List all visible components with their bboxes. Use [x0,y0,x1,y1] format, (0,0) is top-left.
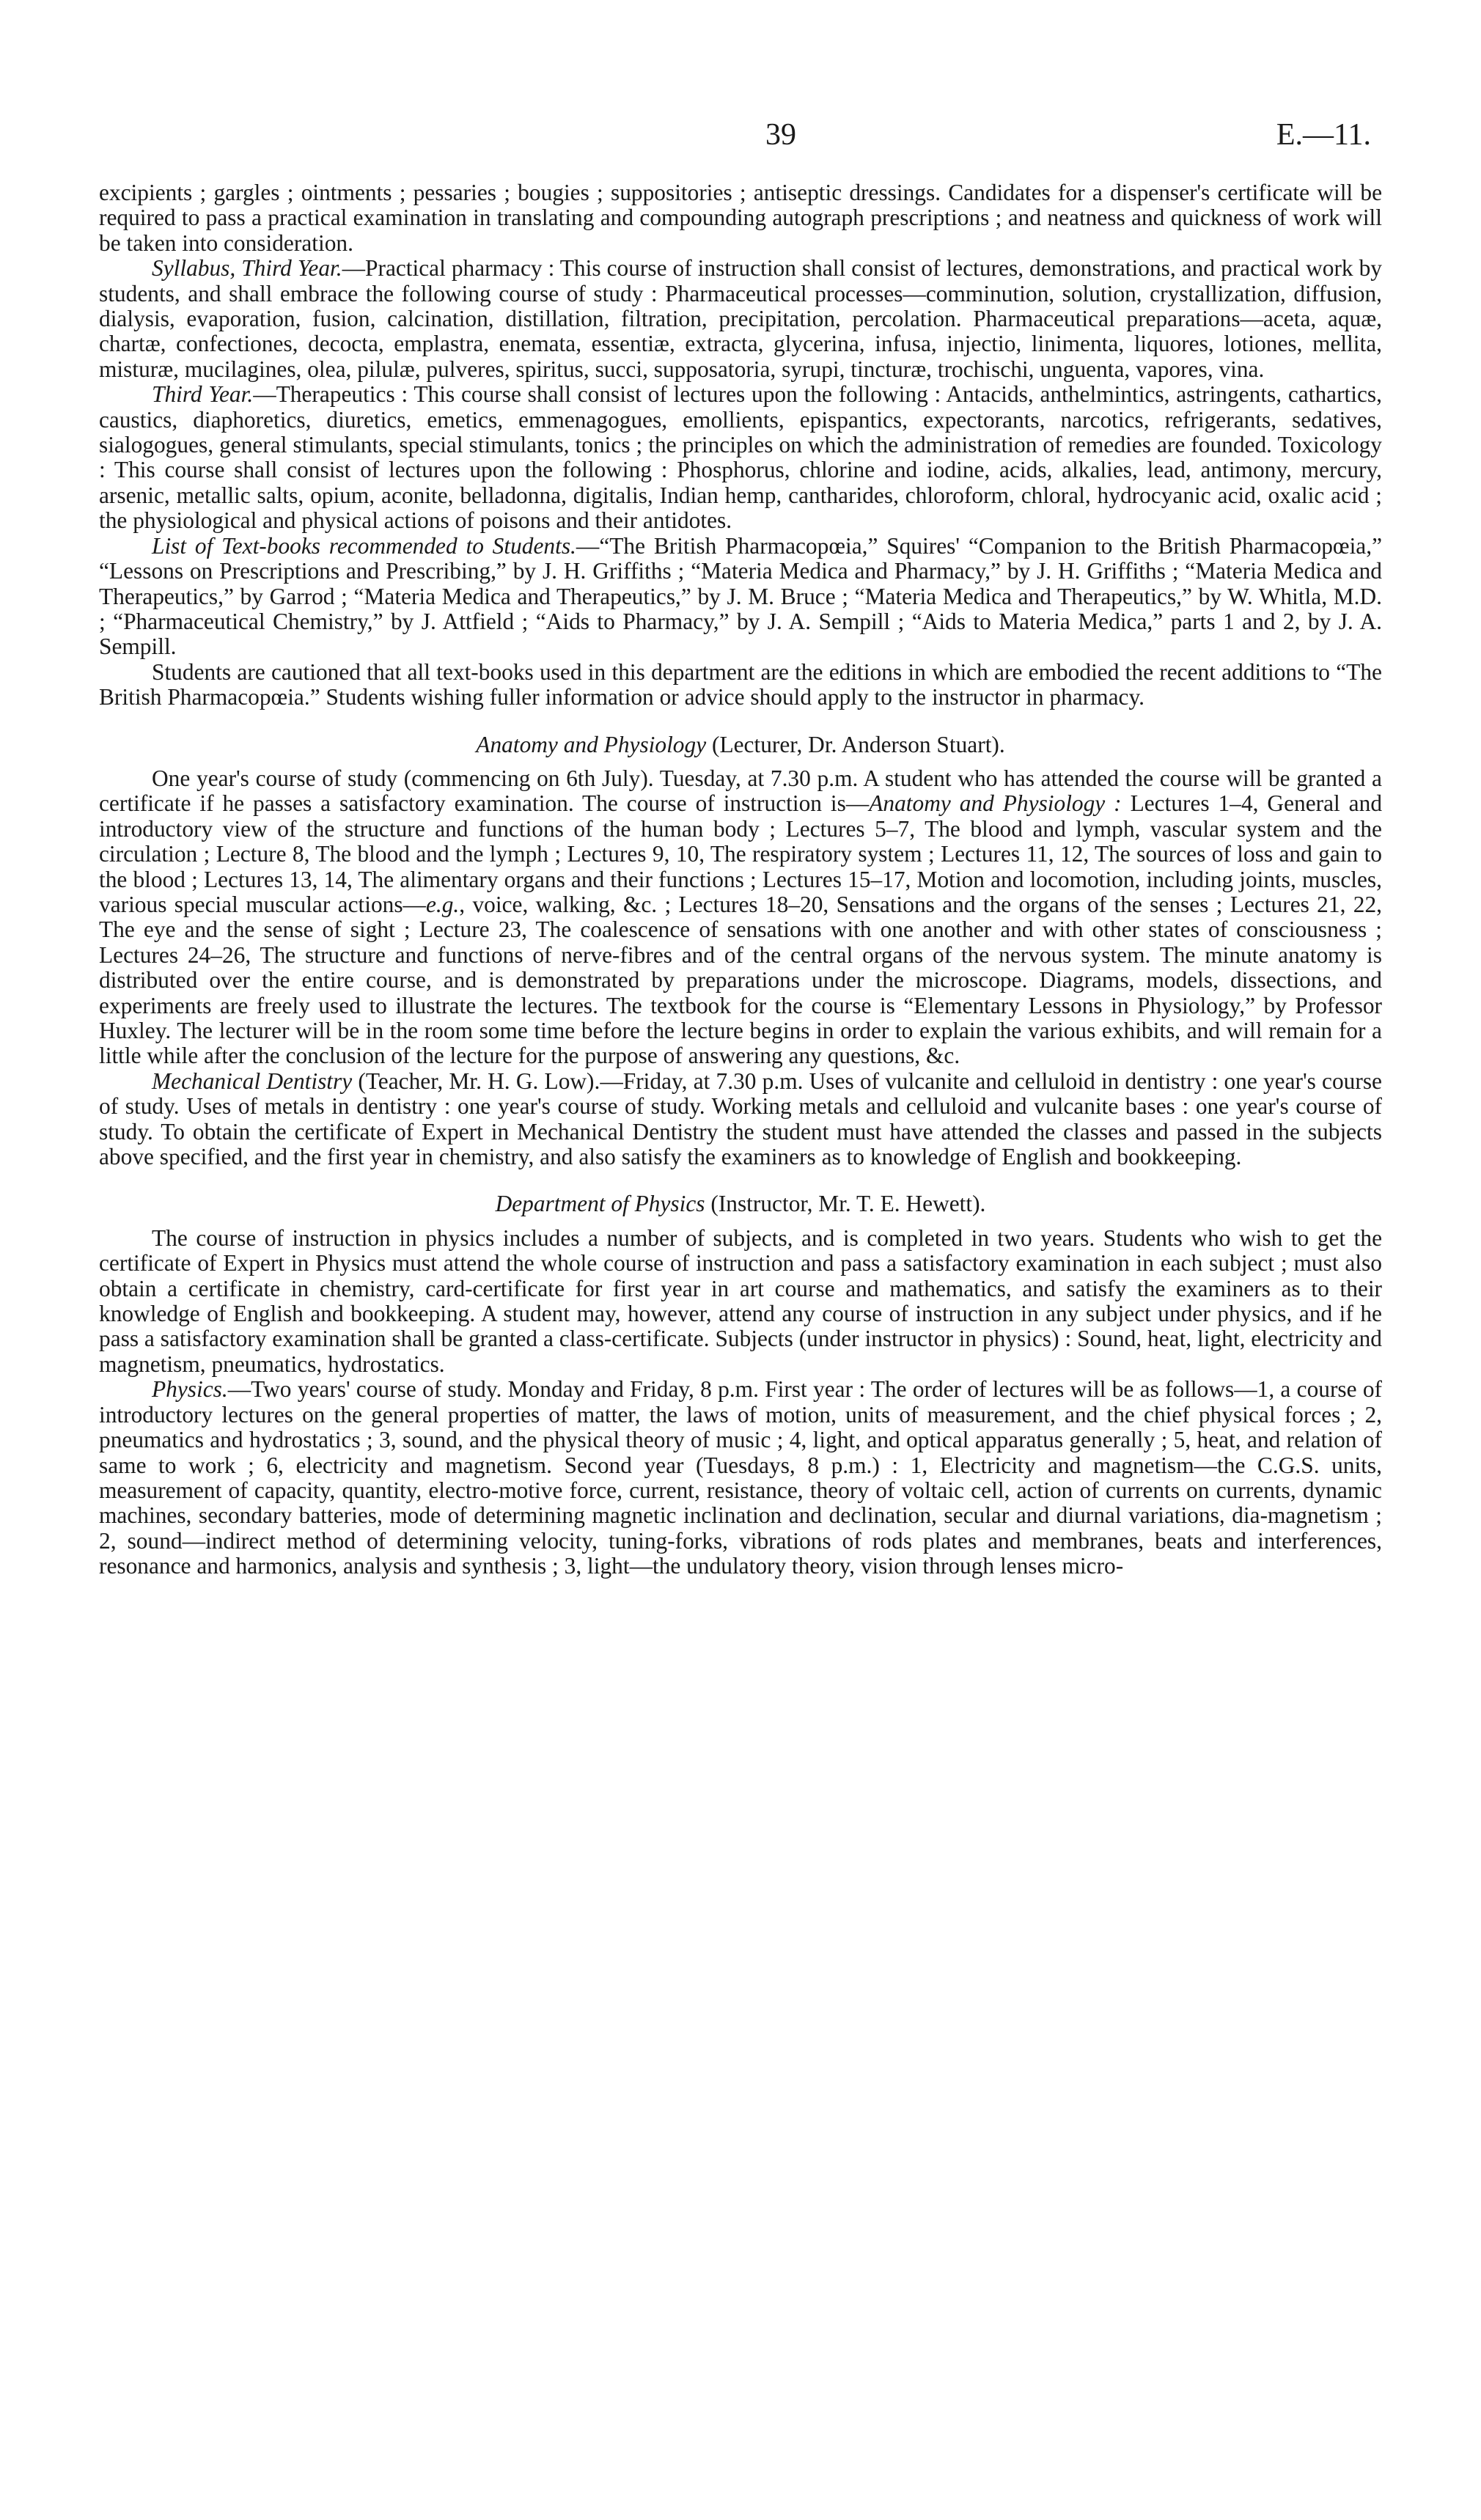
series-reference: E.—11. [1276,118,1371,152]
paragraph-therapeutics [99,382,1382,533]
paragraph-lead-italic: Mechanical Dentistry [152,1068,353,1094]
paragraph-text: —Therapeutics : This course shall consist of lectures upon the following : Antacids, anthelmintics, astringents, cathartics, caustics, diaphoretics, diuretics, emetics, emmenagogues, emollients, epispantics, expectorants, narcotics, refrigerants, sedatives, sialogogues, general stimulants, special stimulants, tonics ; the principles on which the administration of remedies are founded. Toxicology : This course shall consist of lectures upon the following : Phosphorus, chlorine and iodine, acids, alkalies, lead, antimony, mercury, arsenic, metallic salts, opium, aconite, belladonna, digitalis, Indian hemp, cantharides, chloroform, chloral, hydrocyanic acid, oxalic acid ; the physiological and physical actions of poisons and their antidotes. [99,381,1382,534]
paragraph-excipients: excipients ; gargles ; ointments ; pessaries ; bougies ; suppositories ; antiseptic dressings. Candidates for a dispenser's certificate will be required to pass a practical examination in translating and compounding autograph prescriptions ; and neatness and quickness of work will be taken into consideration. [99,180,1382,256]
paragraph-inline-italic: Anatomy and Physiology : [869,790,1122,817]
paragraph-mechanical-dentistry [99,1069,1382,1170]
section-title-italic: Anatomy and Physiology [476,731,707,757]
paragraph-text: One year's course of study (commencing on 6th July). Tuesday, at 7.30 p.m. A student who has attended the course will be granted a certificate if he passes a satisfactory examination. The course of instruction is— [99,765,1382,817]
paragraph-syllabus-third-year [99,256,1382,382]
paragraph-text: —Practical pharmacy : This course of instruction shall consist of lectures, demonstrations, and practical work by students, and shall embrace the following course of study : Pharmaceutical processes—comminution, solution, crystallization, diffusion, dialysis, evaporation, fusion, calcination, distillation, filtration, precipitation, percolation. Pharmaceutical preparations—aceta, aquæ, chartæ, confectiones, decocta, emplastra, enemata, essentiæ, extracta, glycerina, infusa, injectio, linimenta, liquores, lotiones, mellita, misturæ, mucilagines, olea, pilulæ, pulveres, spiritus, succi, supposatoria, syrupi, tincturæ, trochischi, unguenta, vapores, vina. [99,255,1382,382]
body-text [99,180,1382,1579]
page-number: 39 [765,118,796,152]
section-title-rest: (Lecturer, Dr. Anderson Stuart). [706,731,1005,757]
section-title-physics [99,1191,1382,1216]
paragraph-lead-italic: Third Year. [152,381,254,408]
paragraph-inline-italic: e.g. [425,891,460,917]
paragraph-lead-italic: Syllabus, Third Year. [152,255,342,282]
paragraph-physics-lectures [99,1377,1382,1579]
paragraph-text: (Teacher, Mr. H. G. Low).—Friday, at 7.30 p.m. Uses of vulcanite and celluloid in dentistry : one year's course of study. Uses of metals in dentistry : one year's course of study. Working metals and celluloid and vulcanite bases : one year's course of study. To obtain the certificate of Expert in Mechanical Dentistry the student must have attended the classes and passed in the subjects above specified, and the first year in chemistry, and also satisfy the examiners as to knowledge of English and bookkeeping. [99,1068,1382,1170]
paragraph-lead-italic: List of Text-books recommended to Students. [152,532,576,559]
paragraph-text: —“The British Pharmacopœia,” Squires' “Companion to the British Pharmacopœia,” “Lessons on Prescriptions and Prescribing,” by J. H. Griffiths ; “Materia Medica and Pharmacy,” by J. H. Griffiths ; “Materia Medica and Therapeutics,” by Garrod ; “Materia Medica and Therapeutics,” by J. M. Bruce ; “Materia Medica and Therapeutics,” by W. Whitla, M.D. ; “Pharmaceutical Chemistry,” by J. Attfield ; “Aids to Pharmacy,” by J. A. Sempill ; “Aids to Materia Medica,” parts 1 and 2, by J. A. Sempill. [99,532,1382,660]
paragraph-text: Lectures 1–4, General and introductory view of the structure and functions of the human body ; Lectures 5–7, The blood and lymph, vascular system and the circulation ; Lecture 8, The blood and the lymph ; Lectures 9, 10, The respiratory system ; Lectures 11, 12, The sources of loss and gain to the blood ; Lectures 13, 14, The alimentary organs and their functions ; Lectures 15–17, Motion and locomotion, including joints, muscles, various special muscular actions— [99,790,1383,917]
section-title-italic: Department of Physics [495,1191,705,1217]
paragraph-anatomy-course [99,766,1382,1069]
section-title-rest: (Instructor, Mr. T. E. Hewett). [705,1191,986,1217]
paragraph-physics-course: The course of instruction in physics includes a number of subjects, and is completed in two years. Students who wish to get the certificate of Expert in Physics must attend the whole course of instruction and pass a satisfactory examination in each subject ; must also obtain a certificate in chemistry, card-certificate for first year in art course and mathematics, and satisfy the examiners as to their knowledge of English and bookkeeping. A student may, however, attend any course of instruction in any subject under physics, and if he pass a satisfactory examination shall be granted a class-certificate. Subjects (under instructor in physics) : Sound, heat, light, electricity and magnetism, pneumatics, hydrostatics. [99,1224,1382,1377]
paragraph-text: —Two years' course of study. Monday and Friday, 8 p.m. First year : The order of lectures will be as follows—1, a course of introductory lectures on the general properties of matter, the laws of motion, units of measurement, and the chief physical forces ; 2, pneumatics and hydrostatics ; 3, sound, and the physical theory of music ; 4, light, and optical apparatus generally ; 5, heat, and relation of same to work ; 6, electricity and magnetism. Second year (Tuesdays, 8 p.m.) : 1, Electricity and magnetism—the C.G.S. units, measurement of capacity, quantity, electro-motive force, current, resistance, theory of voltaic cell, action of currents on currents, dynamic machines, secondary batteries, mode of determining magnetic inclination and declination, secular and diurnal variations, dia-magnetism ; 2, sound—indirect method of determining velocity, tuning-forks, vibrations of rods plates and membranes, beats and interferences, resonance and harmonics, analysis and synthesis ; 3, light—the undulatory theory, vision through lenses micro- [99,1376,1382,1579]
section-title-anatomy [99,732,1382,757]
paragraph-lead-italic: Physics. [152,1376,228,1403]
paragraph-students-cautioned: Students are cautioned that all text-books used in this department are the editions in which are embodied the recent additions to “The British Pharmacopœia.” Students wishing fuller information or advice should apply to the instructor in pharmacy. [99,658,1382,710]
page-header [99,117,1382,176]
paragraph-text: , voice, walking, &c. ; Lectures 18–20, Sensations and the organs of the senses ; Lectures 21, 22, The eye and the sense of sight ; Lecture 23, The coalescence of sensations with one another and with other states of consciousness ; Lectures 24–26, The structure and functions of nerve-fibres and of the central organs of the nervous system. The minute anatomy is distributed over the entire course, and is demonstrated by preparations under the microscope. Diagrams, models, dissections, and experiments are freely used to illustrate the lectures. The textbook for the course is “Elementary Lessons in Physiology,” by Professor Huxley. The lecturer will be in the room some time before the lecture begins in order to explain the various exhibits, and will remain for a little while after the conclusion of the lecture for the purpose of answering any questions, &c. [99,891,1382,1069]
paragraph-text-books [99,534,1382,660]
